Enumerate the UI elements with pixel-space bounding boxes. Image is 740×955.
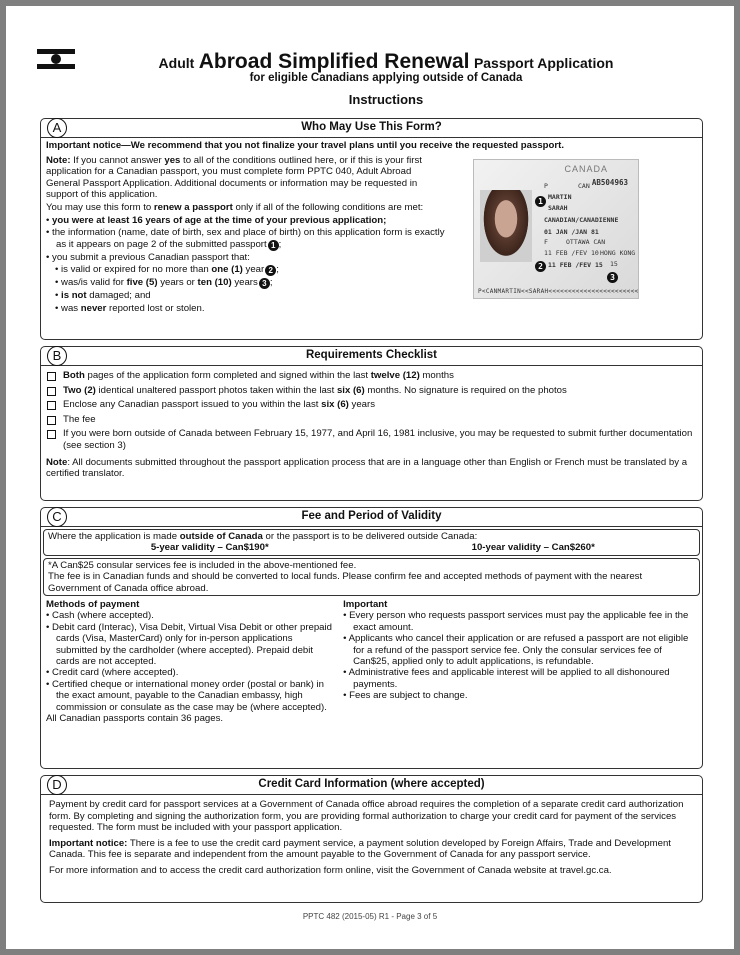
credit-card-more-info: For more information and to access the credit card authorization form online, visit the Government of Canada website at travel.gc.ca. bbox=[49, 864, 612, 876]
checkbox[interactable] bbox=[47, 372, 56, 381]
sub-condition-years: • was/is valid for five (5) years or ten (10) years 3 ; bbox=[55, 277, 273, 289]
sub-condition-lost: • was never reported lost or stolen. bbox=[55, 302, 205, 314]
checklist-item-text: If you were born outside of Canada between February 15, 1977, and April 16, 1981 inclusive, you may be requested to submit further documentation (see section 3) bbox=[63, 428, 693, 451]
marker-2-icon: 2 bbox=[265, 265, 276, 276]
section-d-title: Credit Card Information (where accepted) bbox=[258, 778, 485, 790]
section-credit-card bbox=[40, 775, 703, 903]
section-c-header bbox=[41, 508, 702, 527]
title-main: Abroad Simplified Renewal bbox=[198, 50, 470, 73]
passport-marker-1-icon: 1 bbox=[535, 196, 546, 207]
currency-footnote: The fee is in Canadian funds and should be converted to local funds. Please confirm fee and accepted methods of payment with the nearest Government of Canada office abroad. bbox=[48, 571, 643, 594]
passport-nationality: CANADIAN/CANADIENNE bbox=[544, 216, 619, 224]
translation-note: Note: All documents submitted throughout the passport application process that are in a language other than English or French must be translated by a certified translator. bbox=[46, 456, 688, 480]
checkbox[interactable] bbox=[47, 430, 56, 439]
passport-place-of-birth: OTTAWA CAN bbox=[566, 238, 606, 246]
section-requirements-checklist bbox=[40, 346, 703, 501]
section-a-letter: A bbox=[47, 118, 67, 138]
method-text: Cash (where accepted). bbox=[52, 610, 154, 622]
instructions-heading: Instructions bbox=[348, 92, 424, 107]
checklist-item-text: The fee bbox=[63, 413, 96, 425]
methods-title: Methods of payment bbox=[46, 599, 140, 611]
important-notice: Important notice—We recommend that you not finalize your travel plans until you receive the requested passport. bbox=[46, 140, 564, 151]
form-subtitle: for eligible Canadians applying outside of Canada bbox=[249, 72, 523, 84]
passport-given-name: SARAH bbox=[548, 204, 568, 212]
passport-marker-3-icon: 3 bbox=[607, 272, 618, 283]
section-fee-validity bbox=[40, 507, 703, 769]
important-column bbox=[335, 599, 697, 724]
section-who-may-use bbox=[40, 118, 703, 340]
sub-years-text: was/is valid for five (5) years or ten (10) years bbox=[61, 277, 258, 289]
passport-dob: 01 JAN /JAN 81 bbox=[544, 228, 599, 236]
checklist-item-text: Two (2) identical unaltered passport photos taken within the last six (6) months. No signature is required on the photos bbox=[63, 384, 567, 396]
marker-3-icon: 3 bbox=[259, 278, 270, 289]
fee-10-year: 10-year validity – Can$260* bbox=[471, 542, 595, 554]
important-title: Important bbox=[343, 599, 388, 611]
sub-lost-text: was never reported lost or stolen. bbox=[61, 302, 205, 314]
section-a-header bbox=[41, 119, 702, 138]
checklist-item bbox=[46, 370, 697, 382]
pages-note: All Canadian passports contain 36 pages. bbox=[46, 713, 224, 725]
method-text: Certified cheque or international money order (postal or bank) in the exact amount, payable to the Canadian embassy, high commission or consulate as the case may be (where accepted). bbox=[52, 678, 327, 713]
checklist-item bbox=[46, 399, 697, 411]
sub-condition-damaged: • is not damaged; and bbox=[55, 290, 151, 302]
methods-column bbox=[46, 599, 335, 724]
checklist-item-text: Enclose any Canadian passport issued to you within the last six (6) years bbox=[63, 399, 375, 411]
important-item: • Applicants who cancel their application or are refused a passport are not eligible for a refund of the passport service fee. Only the consular services fee of Can$25, applied only to adult applications, is refundable. bbox=[343, 633, 689, 668]
condition-previous-passport: • you submit a previous Canadian passport that: bbox=[46, 251, 250, 263]
method-item: • Credit card (where accepted). bbox=[46, 667, 179, 679]
sub-condition-valid: • is valid or expired for no more than one (1) year 2 ; bbox=[55, 264, 279, 276]
important-text: Applicants who cancel their application or are refused a passport are not eligible for a refund of the passport service fee. Only the consular services fee of Can$25, applied only to adult applications, is refundable. bbox=[348, 633, 689, 668]
condition-previous-text: you submit a previous Canadian passport that: bbox=[52, 251, 250, 263]
form-page bbox=[6, 6, 734, 949]
condition-age-text: you were at least 16 years of age at the time of your previous application; bbox=[52, 214, 387, 226]
passport-expiry-date: 11 FEB /FEV 15 bbox=[548, 261, 603, 269]
conditions-intro: You may use this form to renew a passport only if all of the following conditions are met: bbox=[46, 201, 424, 213]
passport-authority: HONG KONG bbox=[600, 249, 636, 257]
form-title bbox=[66, 50, 706, 74]
passport-mrz-line: P<CANMARTIN<<SARAH<<<<<<<<<<<<<<<<<<<<<<< bbox=[478, 288, 639, 295]
sub-damaged-text: is not damaged; and bbox=[61, 290, 151, 302]
section-c-letter: C bbox=[47, 507, 67, 527]
fee-box bbox=[43, 529, 700, 556]
passport-issue-date: 11 FEB /FEV 10 bbox=[544, 249, 599, 257]
credit-card-paragraph: Payment by credit card for passport services at a Government of Canada office abroad requires the completion of a separate credit card authorization form. By completing and signing the authorization form, you are providing formal authorization to charge your credit card for payment of the services requested. The form must be included with your passport application. bbox=[49, 799, 684, 834]
fee-footnote-box bbox=[43, 558, 700, 596]
method-text: Credit card (where accepted). bbox=[52, 667, 179, 679]
section-b-header bbox=[41, 347, 702, 366]
fee-where-text: Where the application is made outside of Canada or the passport is to be delivered outside Canada: bbox=[48, 531, 478, 542]
section-d-header bbox=[41, 776, 702, 795]
section-d-letter: D bbox=[47, 775, 67, 795]
sub-valid-text: is valid or expired for no more than one (1) year bbox=[61, 264, 265, 276]
checklist-item-text: Both pages of the application form completed and signed within the last twelve (12) months bbox=[63, 370, 454, 381]
checkbox[interactable] bbox=[47, 416, 56, 425]
section-b-title: Requirements Checklist bbox=[305, 349, 437, 361]
checklist-item bbox=[46, 385, 697, 397]
title-prefix: Adult bbox=[158, 55, 195, 71]
section-a-title: Who May Use This Form? bbox=[301, 121, 442, 133]
fee-5-year: 5-year validity – Can$190* bbox=[150, 542, 269, 554]
passport-code: CAN bbox=[578, 182, 590, 190]
checklist-item bbox=[46, 428, 697, 451]
condition-info: • the information (name, date of birth, sex and place of birth) on this application form is exactly as it appears on page 2 of the submitted passport 1 ; bbox=[46, 227, 445, 250]
consular-fee-footnote: *A Can$25 consular services fee is included in the above-mentioned fee. bbox=[48, 559, 357, 571]
method-item: • Certified cheque or international money order (postal or bank) in the exact amount, payable to the Canadian embassy, high commission or consulate as the case may be (where accepted). bbox=[46, 678, 327, 713]
checkbox[interactable] bbox=[47, 401, 56, 410]
sample-passport-image bbox=[473, 159, 639, 299]
checkbox[interactable] bbox=[47, 387, 56, 396]
passport-sex: F bbox=[544, 238, 548, 246]
passport-photo bbox=[480, 190, 532, 262]
important-text: Administrative fees and applicable interest will be applied to all dishonoured payments. bbox=[348, 667, 670, 690]
important-item: • Administrative fees and applicable interest will be applied to all dishonoured payments. bbox=[343, 667, 670, 690]
section-b-letter: B bbox=[47, 346, 67, 366]
condition-info-text: the information (name, date of birth, sex and place of birth) on this application form is exactly as it appears on page 2 of the submitted passport bbox=[52, 227, 445, 250]
passport-country: CANADA bbox=[564, 164, 608, 174]
page-footer: PPTC 482 (2015-05) R1 - Page 3 of 5 bbox=[302, 912, 438, 921]
important-item: • Every person who requests passport services must pay the applicable fee in the exact amount. bbox=[343, 610, 689, 633]
important-text: Fees are subject to change. bbox=[349, 690, 468, 702]
title-suffix: Passport Application bbox=[473, 55, 614, 71]
passport-marker-2-icon: 2 bbox=[535, 261, 546, 272]
condition-age: • you were at least 16 years of age at the time of your previous application; bbox=[46, 214, 387, 226]
method-text: Debit card (Interac), Visa Debit, Virtual Visa Debit or other prepaid cards (Visa, MasterCard) only for in-person applications submitted by the cardholder (where accepted). Prepaid debit cards are not accepted. bbox=[52, 621, 332, 668]
flag-center-dot bbox=[51, 54, 61, 64]
passport-number: AB504963 bbox=[591, 178, 628, 187]
important-item: • Fees are subject to change. bbox=[343, 690, 468, 702]
passport-page-number: 15 bbox=[610, 260, 618, 268]
passport-surname: MARTIN bbox=[548, 193, 572, 201]
note-paragraph: Note: If you cannot answer yes to all of the conditions outlined here, or if this is your first application for a Canadian passport, you must complete form PPTC 040, Adult Abroad General Passport Application. Additional documents or information may be requested in support of this application. bbox=[46, 154, 422, 201]
method-item: • Debit card (Interac), Visa Debit, Virtual Visa Debit or other prepaid cards (Visa, MasterCard) only for in-person applications submitted by the cardholder (where accepted). Prepaid debit cards are not accepted. bbox=[46, 621, 332, 668]
passport-type: P bbox=[544, 182, 548, 190]
fee-row bbox=[48, 542, 695, 553]
important-text: Every person who requests passport services must pay the applicable fee in the exact amount. bbox=[349, 610, 689, 633]
marker-1-icon: 1 bbox=[268, 240, 279, 251]
method-item: • Cash (where accepted). bbox=[46, 610, 154, 622]
section-c-title: Fee and Period of Validity bbox=[301, 510, 442, 522]
credit-card-fee-notice: Important notice: There is a fee to use the credit card payment service, a payment solution developed by Foreign Affairs, Trade and Development Canada. This fee is separate and independent from the amount payable to the Government of Canada for any passport service. bbox=[49, 837, 671, 861]
payment-columns bbox=[41, 596, 702, 724]
checklist-item bbox=[46, 414, 697, 426]
